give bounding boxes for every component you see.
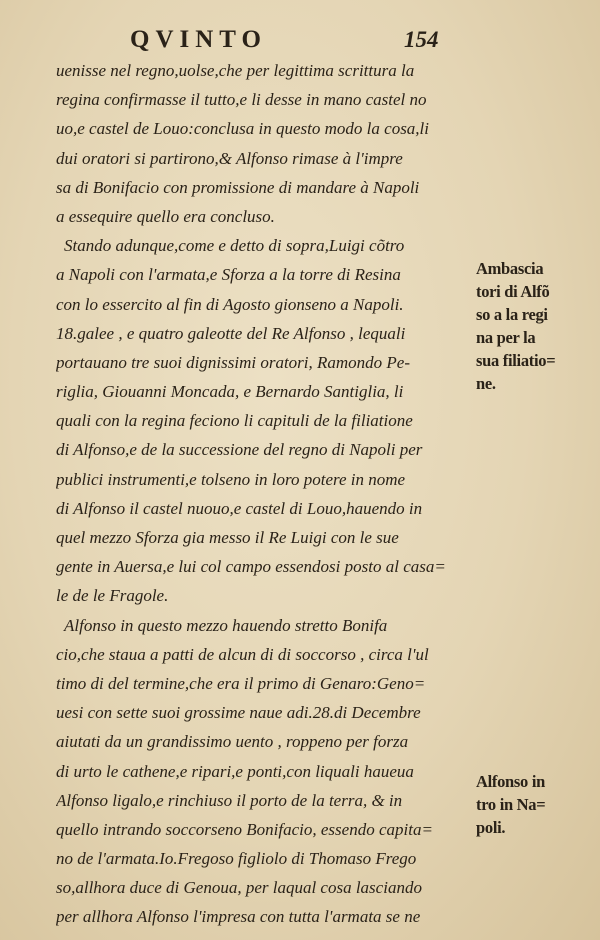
text-line: dui oratori si partirono,& Alfonso rimase à l'impre [56,148,403,168]
text-line: le de le Fragole. [56,586,169,606]
text-line: di Alfonso il castel nuouo,e castel di Louo,hauendo in [56,498,423,518]
text-line: no de l'armata.Io.Fregoso figliolo di Thomaso Frego [56,849,417,869]
page-number: 154 [404,27,439,52]
margin-note-line: so a la regi [476,305,548,324]
margin-note-ambassadors [476,257,594,395]
text-line: Alfonso ligalo,e rinchiuso il porto de la terra, & in [56,790,403,810]
text-line: 18.galee , e quatro galeotte del Re Alfonso , lequali [56,323,406,343]
margin-note-line: ne. [476,374,496,393]
running-head: QVINTO [130,26,267,53]
text-line: uenisse nel regno,uolse,che per legittima scrittura la [56,61,415,80]
text-line: sa di Bonifacio con promissione di mandare à Napoli [56,177,420,197]
text-line: quali con la regina feciono li capituli de la filiatione [56,411,413,431]
page-header [0,26,600,56]
text-line: portauano tre suoi dignissimi oratori, Ramondo Pe- [56,352,411,372]
text-line: gente in Auersa,e lui col campo essendosi posto al casa= [56,557,446,577]
text-line: publici instrumenti,e tolseno in loro potere in nome [56,469,406,489]
margin-note-line: Alfonso in [476,772,545,791]
margin-note-line: poli. [476,818,506,837]
margin-note-line: na per la [476,328,536,347]
text-line: di Alfonso,e de la successione del regno di Napoli per [56,440,423,460]
text-line: timo di del termine,che era il primo di Genaro:Geno= [56,673,426,693]
text-line: regina confirmasse il tutto,e li desse in mano castel no [56,90,427,110]
text-line: cio,che staua a patti de alcun di di soccorso , circa l'ul [56,644,429,664]
text-line: riglia, Giouanni Moncada, e Bernardo Santiglia, li [56,382,404,402]
text-line: quel mezzo Sforza gia messo il Re Luigi con le sue [56,528,399,547]
margin-note-line: Ambascia [476,259,544,278]
margin-note-line: tro in Na= [476,795,546,814]
text-line: a Napoli con l'armata,e Sforza a la torre di Resina [56,265,401,285]
text-line: a essequire quello era concluso. [56,206,275,226]
text-line: aiutati da un grandissimo uento , roppeno per forza [56,732,409,752]
text-line: con lo essercito al fin di Agosto gionseno a Napoli. [56,294,404,314]
text-line: Alfonso in questo mezzo hauendo stretto Bonifa [64,615,388,635]
text-line: quello intrando soccorseno Bonifacio, essendo capita= [56,819,433,839]
margin-note-alfonso-naples [476,770,594,839]
text-line: per allhora Alfonso l'impresa con tutta l'armata se ne [56,907,421,927]
text-line: uesi con sette suoi grossime naue adi.28.di Decembre [56,703,421,723]
main-text-block [56,56,471,932]
text-line: Stando adunque,come e detto di sopra,Luigi cõtro [64,236,405,256]
margin-note-line: sua filiatio= [476,351,556,370]
text-line: uo,e castel de Louo:conclusa in questo modo la cosa,li [56,119,430,139]
text-line: di urto le cathene,e ripari,e ponti,con liquali haueua [56,761,414,781]
text-line: so,allhora duce di Genoua, per laqual cosa lasciando [56,878,422,898]
margin-note-line: tori di Alfõ [476,282,550,301]
